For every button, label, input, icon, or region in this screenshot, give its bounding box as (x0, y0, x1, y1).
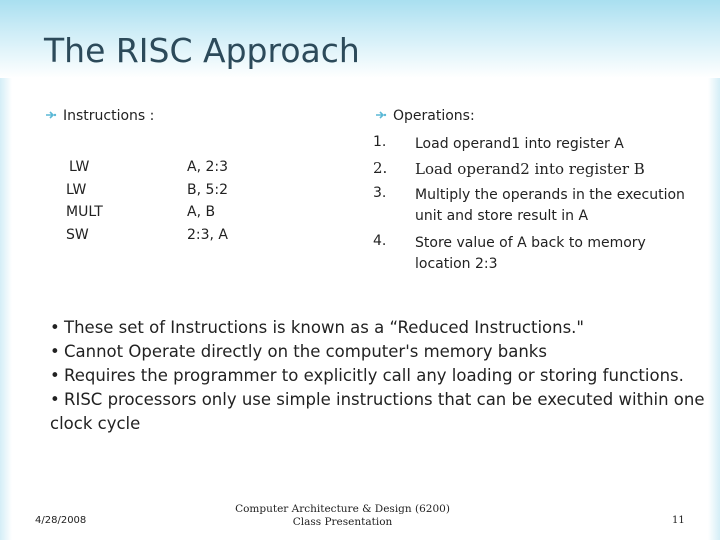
page-number: 11 (672, 515, 685, 526)
operation-number: 2. (373, 159, 388, 177)
bullet-text: Requires the programmer to explicitly call any loading or storing functions. (64, 366, 684, 385)
footer-course-title: Computer Architecture & Design (6200) (235, 503, 450, 515)
left-edge-shade (0, 78, 12, 540)
operations-heading: Operations: (393, 108, 475, 124)
footer-date: 4/28/2008 (35, 515, 87, 526)
operation-text: Store value of A back to memory location 2:3 (415, 235, 646, 272)
bullet-text: These set of Instructions is known as a “Reduced Instructions." (64, 318, 585, 337)
operand-item: A, B (187, 204, 216, 220)
operation-text: Multiply the operands in the execution unit and store result in A (415, 187, 685, 224)
bullet-item (50, 340, 700, 364)
operations-heading-row (375, 108, 475, 124)
bullet-glyph: • (50, 390, 60, 409)
footer-course-subtitle: Class Presentation (292, 516, 393, 528)
bullet-item (50, 316, 700, 340)
bullet-glyph: • (50, 366, 60, 385)
operation-text: Load operand1 into register A (415, 136, 624, 152)
arrow-bullet-icon (375, 110, 387, 120)
operation-number: 1. (373, 134, 387, 150)
bullet-glyph: • (50, 318, 60, 337)
footer-course (200, 503, 485, 529)
opcode-item: LW (69, 159, 90, 175)
opcode-list (66, 156, 103, 246)
instructions-heading: Instructions : (63, 108, 155, 124)
operation-number: 3. (373, 185, 387, 201)
slide-title: The RISC Approach (44, 31, 360, 70)
opcode-item: SW (66, 226, 89, 243)
bullet-text: Cannot Operate directly on the computer's memory banks (64, 342, 547, 361)
arrow-bullet-icon (45, 110, 57, 120)
operand-item: B, 5:2 (187, 181, 229, 198)
instructions-heading-row (45, 108, 154, 124)
operation-number: 4. (373, 233, 387, 249)
bullet-text: RISC processors only use simple instructions that can be executed within one (64, 390, 705, 409)
bullet-continuation: clock cycle (50, 414, 141, 433)
bullet-glyph: • (50, 342, 60, 361)
opcode-item: LW (66, 181, 87, 198)
operation-text: Load operand2 into register B (415, 160, 645, 178)
operand-item: A, 2:3 (187, 159, 229, 175)
operand-item: 2:3, A (187, 226, 229, 243)
bullet-list (50, 316, 705, 436)
opcode-item: MULT (66, 204, 103, 220)
right-edge-shade (708, 78, 720, 540)
bullet-item (50, 364, 700, 388)
operand-list (187, 156, 228, 246)
bullet-item (50, 388, 705, 412)
